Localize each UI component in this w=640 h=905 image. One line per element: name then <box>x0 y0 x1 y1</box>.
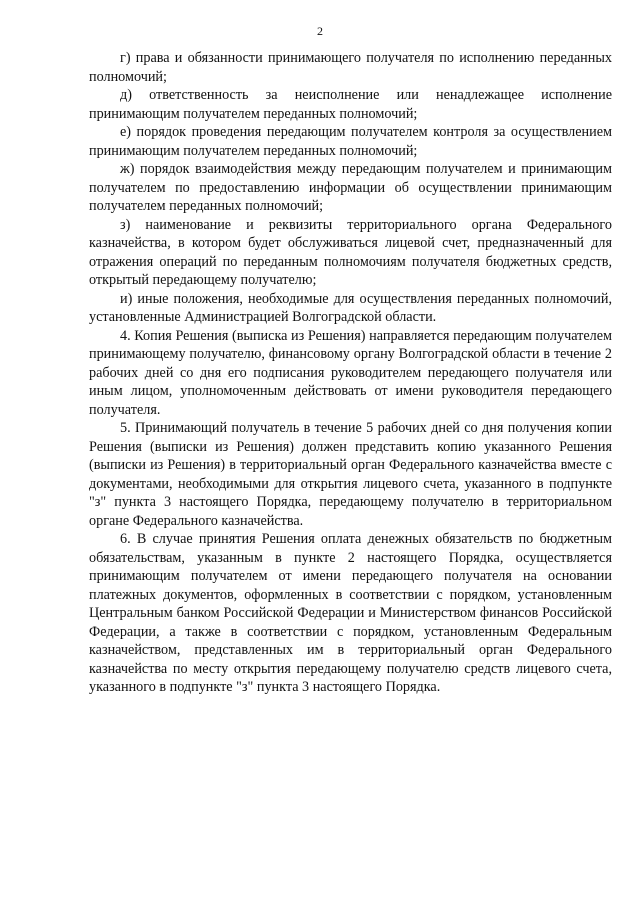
document-body <box>89 49 612 697</box>
page-number: 2 <box>317 24 323 38</box>
paragraph-clause-6: 6. В случае принятия Решения оплата денежных обязательств по бюджетным обязательствам, указанным в пункте 2 настоящего Порядка, осуществляется принимающим получателем от имени передающего получателя на основании платежных документов, оформленных в соответствии с порядком, установленным Центральным банком Российской Федерации и Министерством финансов Российской Федерации, а также в соответствии с порядком, установленным Федеральным казначейством, представленных им в территориальный орган Федерального казначейства по месту открытия передающему получателю средств лицевого счета, указанного в подпункте "з" пункта 3 настоящего Порядка. <box>89 531 612 695</box>
paragraph-item-zh: ж) порядок взаимодействия между передающим получателем и принимающим получателем по предоставлению информации об осуществлении принимающим получателем переданных полномочий; <box>89 161 612 214</box>
paragraph-item-e: е) порядок проведения передающим получателем контроля за осуществлением принимающим получателем переданных полномочий; <box>89 124 612 159</box>
paragraph-clause-5: 5. Принимающий получатель в течение 5 рабочих дней со дня получения копии Решения (выписки из Решения) должен представить копию указанного Решения (выписки из Решения) в территориальный орган Федерального казначейства вместе с документами, необходимыми для открытия лицевого счета, указанного в подпункте "з" пункта 3 настоящего Порядка, передающему получателю в территориальном органе Федерального казначейства. <box>89 420 612 529</box>
paragraph-item-i: и) иные положения, необходимые для осуществления переданных полномочий, установленные Администрацией Волгоградской области. <box>89 290 612 325</box>
paragraph-item-d: д) ответственность за неисполнение или ненадлежащее исполнение принимающим получателем переданных полномочий; <box>89 87 612 122</box>
paragraph-clause-4: 4. Копия Решения (выписка из Решения) направляется передающим получателем принимающему получателю, финансовому органу Волгоградской области в течение 2 рабочих дней со дня его подписания руководителем передающего получателя или иным лицом, уполномоченным действовать от имени руководителя передающего получателя. <box>89 327 612 418</box>
paragraph-item-g: г) права и обязанности принимающего получателя по исполнению переданных полномочий; <box>89 50 612 85</box>
paragraph-item-z: з) наименование и реквизиты территориального органа Федерального казначейства, в котором будет обслуживаться лицевой счет, предназначенный для отражения операций по переданным полномочиям получателя бюджетных средств, открытый передающему получателю; <box>89 216 612 288</box>
